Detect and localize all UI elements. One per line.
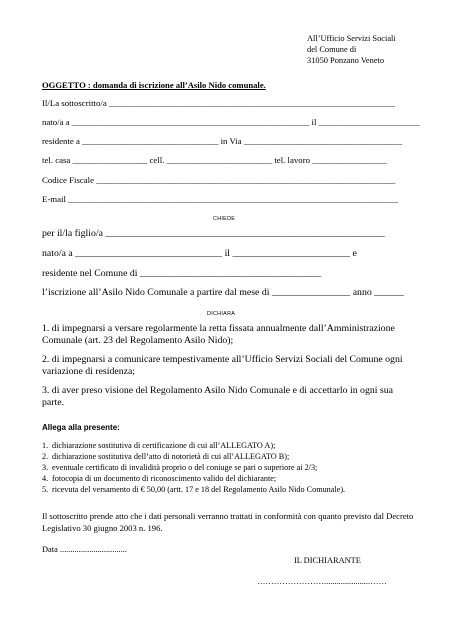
form-line-child-birth[interactable]: nato/a a ______________________________ il ________________________ e bbox=[42, 248, 357, 259]
attachment-item bbox=[42, 485, 345, 494]
attachments-title: Allega alla presente: bbox=[42, 423, 120, 432]
attachment-text: ricevuta del versamento di € 50,00 (artt. 17 e 18 del Regolamento Asilo Nido Comunale). bbox=[52, 485, 346, 494]
form-line-phones[interactable]: tel. casa _________________ cell. ________________________ tel. lavoro _________________ bbox=[42, 155, 387, 165]
attachment-item bbox=[42, 474, 276, 483]
declaration-item: 2. di impegnarsi a comunicare tempestivamente all’Ufficio Servizi Sociali del Comune ogni variazione di residenza; bbox=[42, 354, 403, 378]
form-line-residence[interactable]: residente a _______________________________ in Via ____________________________________ bbox=[42, 136, 403, 146]
attachment-number: 2. bbox=[42, 452, 49, 461]
address-line: del Comune di bbox=[307, 44, 357, 54]
section-heading-chiede: CHIEDE bbox=[213, 216, 236, 222]
form-line-birth[interactable]: nato/a a ______________________________________________________ il _______________________ bbox=[42, 117, 420, 127]
recipient-address bbox=[307, 34, 396, 66]
attachment-text: dichiarazione sostitutiva di certificazione di cui all’ALLEGATO A); bbox=[52, 441, 276, 450]
form-line-child-name[interactable]: per il/la figlio/a _________________________________________________________ bbox=[42, 228, 385, 239]
attachment-number: 1. bbox=[42, 441, 49, 450]
form-line-enrollment-date[interactable]: l’iscrizione all’Asilo Nido Comunale a partire dal mese di ________________ anno ______ bbox=[42, 287, 404, 298]
address-line: 31050 Ponzano Veneto bbox=[307, 55, 385, 65]
signature-label: IL DICHIARANTE bbox=[294, 556, 361, 565]
form-line-email[interactable]: E-mail ___________________________________________________________________________ bbox=[42, 194, 399, 204]
date-field[interactable]: Data ................................ bbox=[42, 545, 127, 554]
attachment-item bbox=[42, 441, 275, 450]
attachment-number: 5. bbox=[42, 485, 49, 494]
attachment-text: dichiarazione sostitutiva dell’atto di notorietà di cui all’ALLEGATO B); bbox=[52, 452, 290, 461]
privacy-note: Il sottoscritto prende atto che i dati personali verranno trattati in conformità con quanto previsto dal Decreto Legislativo 30 giugno 2003 n. 196. bbox=[42, 511, 414, 533]
section-heading-dichiara: DICHIARA bbox=[207, 311, 236, 317]
declaration-item: 3. di aver preso visione del Regolamento Asilo Nido Comunale e di accettarlo in ogni sua parte. bbox=[42, 385, 393, 409]
form-line-child-residence[interactable]: residente nel Comune di _____________________________________ bbox=[42, 268, 322, 279]
attachment-item bbox=[42, 463, 317, 472]
form-line-tax-code[interactable]: Codice Fiscale ____________________________________________________________________ bbox=[42, 175, 396, 185]
attachment-number: 4. bbox=[42, 474, 49, 483]
attachment-text: fotocopia di un documento di riconoscimento valido del dichiarante; bbox=[52, 474, 277, 483]
declaration-item: 1. di impegnarsi a versare regolarmente la retta fissata annualmente dall’Amministrazione Comunale (art. 23 del Regolamento Asilo Nido); bbox=[42, 323, 395, 347]
attachment-item bbox=[42, 452, 289, 461]
attachment-text: eventuale certificato di invalidità proprio o del coniuge se pari o superiore ai 2/3; bbox=[52, 463, 318, 472]
attachment-number: 3. bbox=[42, 463, 49, 472]
form-line-name[interactable]: Il/La sottoscritto/a _________________________________________________________________ bbox=[42, 98, 395, 108]
subject-line: OGGETTO : domanda di iscrizione all’Asilo Nido comunale. bbox=[42, 80, 266, 90]
signature-line[interactable]: ……………………......................…… bbox=[257, 577, 387, 586]
address-line: All’Ufficio Servizi Sociali bbox=[307, 34, 396, 43]
